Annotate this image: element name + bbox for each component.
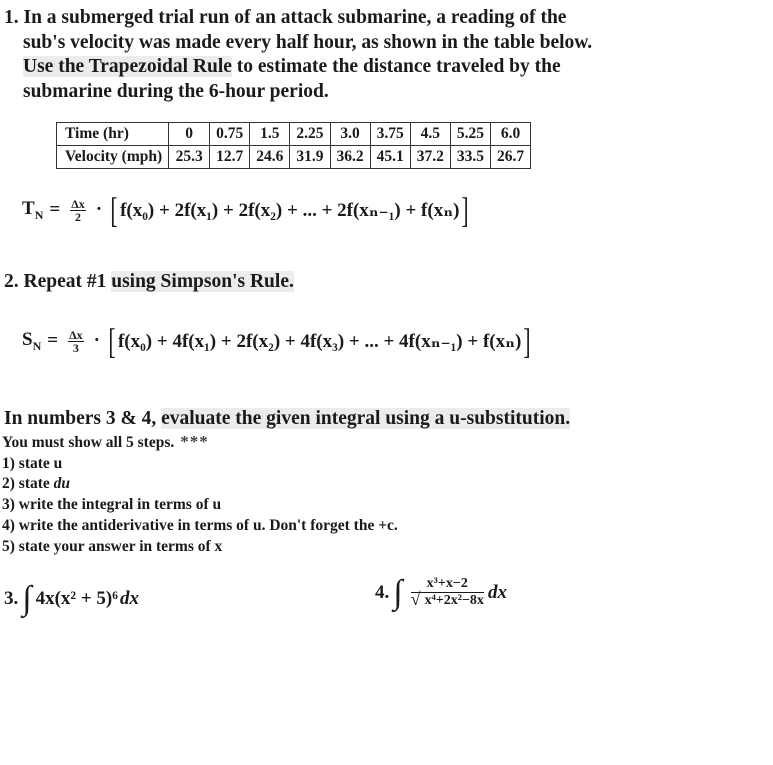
stars-icon: *** xyxy=(180,432,209,451)
simp-body: f(x₀) + 4f(x₁) + 2f(x₂) + 4f(x₃) + ... + 4f(xₙ₋₁) + f(xₙ) xyxy=(117,330,522,352)
table-cell: 31.9 xyxy=(290,146,330,169)
step-item: 1) state u xyxy=(2,454,63,472)
q4-numerator: x³+x−2 xyxy=(426,576,468,591)
integral-sign: ∫ xyxy=(22,580,32,617)
table-cell: 36.2 xyxy=(330,146,370,169)
table-cell: 0 xyxy=(169,123,210,146)
q1-line-2: sub's velocity was made every half hour, as shown in the table below. xyxy=(23,31,593,53)
simp-lhs: $S_N$ xyxy=(22,328,42,353)
trapezoidal-formula: $T_N$ = $\frac{\Delta x}{2}$ · [ f(x₀) + 2f(x₁) + 2f(x₂) + ... + 2f(xₙ₋₁) + f(xₙ) ] xyxy=(22,190,469,230)
table-header-time: Time (hr) xyxy=(57,123,169,146)
q3-integrand: 4x(x² + 5)⁶ xyxy=(35,588,118,609)
trap-body: f(x₀) + 2f(x₁) + 2f(x₂) + ... + 2f(xₙ₋₁) + f(xₙ) xyxy=(120,199,460,221)
simp-fraction: $\frac{\Delta x}{3}$ xyxy=(69,327,83,355)
step-item: 5) state your answer in terms of x xyxy=(2,537,223,555)
table-row-time xyxy=(57,123,531,146)
q1-line-3-rest: to estimate the distance traveled by the xyxy=(231,56,561,77)
table-header-velocity: Velocity (mph) xyxy=(57,146,169,169)
question-2: 2. Repeat #1 using Simpson's Rule. xyxy=(4,271,294,292)
table-cell: 24.6 xyxy=(250,146,290,169)
table-cell: 6.0 xyxy=(491,123,531,146)
table-cell: 26.7 xyxy=(491,146,531,169)
q2-highlight: using Simpson's Rule. xyxy=(111,271,294,292)
table-cell: 1.5 xyxy=(250,123,290,146)
velocity-table xyxy=(56,122,531,169)
question-4: 4. ∫ x³+x−2 √ x⁴+2x²−8x dx xyxy=(375,573,507,611)
question-1 xyxy=(4,6,592,104)
table-cell: 37.2 xyxy=(410,146,450,169)
radical-sign: √ xyxy=(410,589,421,609)
table-cell: 3.75 xyxy=(370,123,410,146)
table-cell: 0.75 xyxy=(210,123,250,146)
integral-sign: ∫ xyxy=(393,573,403,611)
steps-list xyxy=(2,432,398,557)
table-cell: 2.25 xyxy=(290,123,330,146)
q1-line-4: submarine during the 6-hour period. xyxy=(23,80,329,102)
q1-line-1: 1. In a submerged trial run of an attack submarine, a reading of the xyxy=(4,7,567,28)
q1-highlight: Use the Trapezoidal Rule xyxy=(23,56,232,77)
table-cell: 45.1 xyxy=(370,146,410,169)
table-cell: 4.5 xyxy=(410,123,450,146)
q1-line-3 xyxy=(4,55,592,80)
table-cell: 33.5 xyxy=(450,146,490,169)
trap-fraction: $\frac{\Delta x}{2}$ xyxy=(71,196,85,224)
step-item: 3) write the integral in terms of u xyxy=(2,496,222,514)
table-cell: 5.25 xyxy=(450,123,490,146)
q34-highlight: evaluate the given integral using a u-substitution. xyxy=(161,408,571,429)
simpson-formula: $S_N$ = $\frac{\Delta x}{3}$ · [ f(x₀) + 4f(x₁) + 2f(x₂) + 4f(x₃) + ... + 4f(xₙ₋₁) + f(xₙ) ] xyxy=(22,321,531,361)
q4-fraction xyxy=(411,576,484,609)
table-cell: 3.0 xyxy=(330,123,370,146)
step-item: 2) state du xyxy=(2,475,71,493)
trap-lhs: $T_N$ xyxy=(22,197,44,222)
table-cell: 25.3 xyxy=(169,146,210,169)
table-row-velocity xyxy=(57,146,531,169)
step-item: 4) write the antiderivative in terms of u. Don't forget the +c. xyxy=(2,516,398,534)
q4-denominator: √ x⁴+2x²−8x xyxy=(410,589,484,609)
question-3: 3. ∫ 4x(x² + 5)⁶ dx xyxy=(4,580,139,617)
table-cell: 12.7 xyxy=(210,146,250,169)
must-show-line: You must show all 5 steps. *** xyxy=(2,432,209,451)
q34-intro: In numbers 3 & 4, evaluate the given integral using a u-substitution. xyxy=(4,408,571,429)
